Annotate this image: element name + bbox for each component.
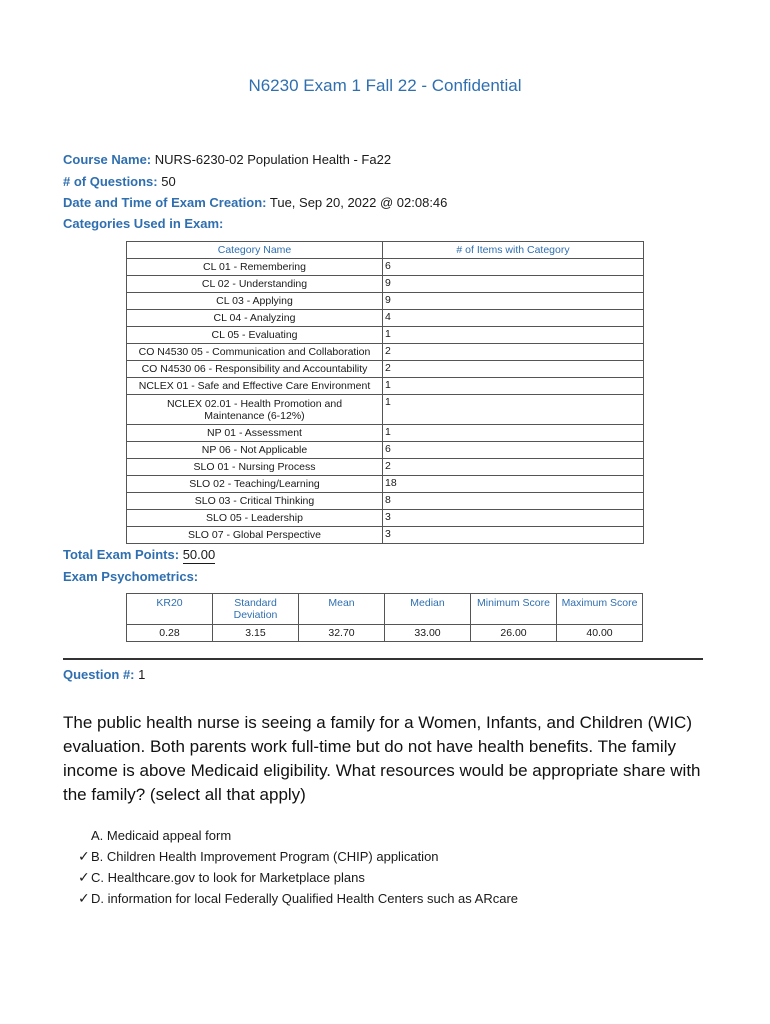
category-count: 9	[383, 276, 644, 293]
question-number-line	[63, 667, 145, 682]
min-score-value: 26.00	[471, 625, 557, 642]
answer-text: C. Healthcare.gov to look for Marketplace plans	[91, 870, 365, 885]
category-name: CL 01 - Remembering	[127, 259, 383, 276]
answer-option-a	[78, 827, 518, 848]
table-row	[127, 276, 644, 293]
category-count: 1	[383, 327, 644, 344]
category-count: 18	[383, 476, 644, 493]
course-name-label: Course Name:	[63, 152, 152, 167]
table-row	[127, 493, 644, 510]
creation-date-value: Tue, Sep 20, 2022 @ 02:08:46	[269, 195, 448, 210]
category-count: 2	[383, 459, 644, 476]
answer-option-d	[78, 890, 518, 911]
total-points-line	[63, 547, 215, 562]
psychometrics-value-row	[127, 625, 643, 642]
question-count-label: # of Questions:	[63, 174, 158, 189]
total-points-label: Total Exam Points:	[63, 547, 180, 562]
check-mark-icon: ✓	[78, 849, 90, 865]
category-name: CO N4530 06 - Responsibility and Accountability	[127, 361, 383, 378]
category-name: CL 03 - Applying	[127, 293, 383, 310]
std-dev-value: 3.15	[213, 625, 299, 642]
table-row	[127, 327, 644, 344]
kr20-value: 0.28	[127, 625, 213, 642]
median-header: Median	[385, 594, 471, 625]
question-number-label: Question #:	[63, 667, 135, 682]
category-count: 4	[383, 310, 644, 327]
category-table-header	[127, 242, 644, 259]
table-row	[127, 476, 644, 493]
category-name: CL 02 - Understanding	[127, 276, 383, 293]
min-score-header: Minimum Score	[471, 594, 557, 625]
question-text: The public health nurse is seeing a family for a Women, Infants, and Children (WIC) evaluation. Both parents work full-time but do not have health benefits. The family income is above Medicaid eligibility. What resources would be appropriate share with the family? (select all that apply)	[63, 713, 701, 804]
kr20-header: KR20	[127, 594, 213, 625]
table-row	[127, 378, 644, 395]
check-mark-icon: ✓	[78, 891, 90, 907]
category-name: SLO 03 - Critical Thinking	[127, 493, 383, 510]
table-row	[127, 459, 644, 476]
creation-date-label: Date and Time of Exam Creation:	[63, 195, 267, 210]
question-number-value: 1	[138, 667, 146, 682]
category-name: CL 05 - Evaluating	[127, 327, 383, 344]
category-name: SLO 01 - Nursing Process	[127, 459, 383, 476]
category-count: 6	[383, 442, 644, 459]
psychometrics-heading: Exam Psychometrics:	[63, 569, 199, 584]
answer-text: A. Medicaid appeal form	[91, 828, 232, 843]
table-row	[127, 442, 644, 459]
std-dev-header: Standard Deviation	[213, 594, 299, 625]
category-name: NP 06 - Not Applicable	[127, 442, 383, 459]
psychometrics-table	[126, 593, 643, 642]
mean-header: Mean	[299, 594, 385, 625]
category-count: 2	[383, 361, 644, 378]
check-mark-icon: ✓	[78, 870, 90, 886]
course-name-value: NURS-6230-02 Population Health - Fa22	[154, 152, 392, 167]
category-name-header: Category Name	[127, 242, 383, 259]
table-row	[127, 293, 644, 310]
table-row	[127, 310, 644, 327]
table-row	[127, 425, 644, 442]
category-count: 8	[383, 493, 644, 510]
category-count: 1	[383, 378, 644, 395]
table-row	[127, 510, 644, 527]
category-name: NCLEX 02.01 - Health Promotion and Maintenance (6-12%)	[127, 395, 383, 425]
median-value: 33.00	[385, 625, 471, 642]
table-row	[127, 259, 644, 276]
question-count-value: 50	[161, 174, 176, 189]
course-name-line	[63, 152, 391, 167]
table-row	[127, 395, 644, 425]
creation-date-line	[63, 195, 447, 210]
max-score-value: 40.00	[557, 625, 643, 642]
mean-value: 32.70	[299, 625, 385, 642]
max-score-header: Maximum Score	[557, 594, 643, 625]
category-name: NCLEX 01 - Safe and Effective Care Environment	[127, 378, 383, 395]
category-name: SLO 07 - Global Perspective	[127, 527, 383, 544]
category-count-header: # of Items with Category	[383, 242, 644, 259]
answer-text: D. information for local Federally Qualified Health Centers such as ARcare	[91, 891, 519, 906]
section-divider	[63, 658, 703, 660]
table-row	[127, 361, 644, 378]
table-row	[127, 527, 644, 544]
category-name: NP 01 - Assessment	[127, 425, 383, 442]
document-title: N6230 Exam 1 Fall 22 - Confidential	[248, 76, 522, 95]
answer-option-b	[78, 848, 518, 869]
psychometrics-header-row	[127, 594, 643, 625]
table-row	[127, 344, 644, 361]
category-name: SLO 05 - Leadership	[127, 510, 383, 527]
category-count: 2	[383, 344, 644, 361]
category-table	[126, 241, 644, 544]
category-name: CL 04 - Analyzing	[127, 310, 383, 327]
answer-option-c	[78, 869, 518, 890]
answer-text: B. Children Health Improvement Program (CHIP) application	[91, 849, 439, 864]
categories-heading: Categories Used in Exam:	[63, 216, 224, 231]
category-count: 1	[383, 395, 644, 425]
category-name: SLO 02 - Teaching/Learning	[127, 476, 383, 493]
category-count: 1	[383, 425, 644, 442]
total-points-value: 50.00	[182, 547, 216, 562]
category-count: 3	[383, 510, 644, 527]
category-name: CO N4530 05 - Communication and Collaboration	[127, 344, 383, 361]
question-count-line	[63, 174, 176, 189]
answer-list	[78, 827, 518, 911]
category-count: 9	[383, 293, 644, 310]
category-count: 6	[383, 259, 644, 276]
category-count: 3	[383, 527, 644, 544]
